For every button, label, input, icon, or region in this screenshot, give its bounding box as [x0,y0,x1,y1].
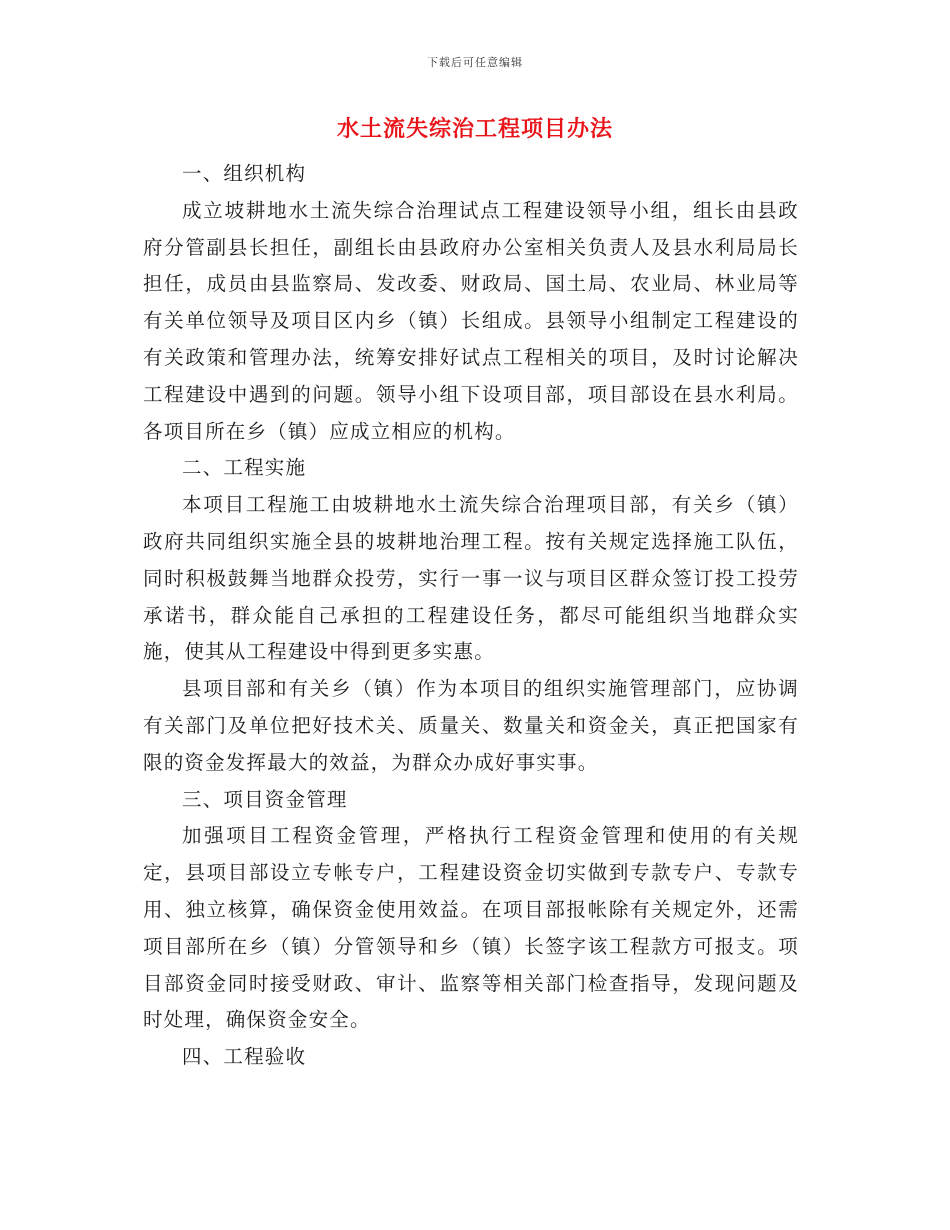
section-heading-organization: 一、组织机构 [182,162,307,185]
document-title: 水土流失综治工程项目办法 [336,116,613,142]
paragraph-organization: 成立坡耕地水土流失综合治理试点工程建设领导小组，组长由县政府分管副县长担任，副组长由县政府办公室相关负责人及县水利局局长担任，成员由县监察局、发改委、财政局、国土局、农业局、林业局等有关单位领导及项目区内乡（镇）长组成。县领导小组制定工程建设的有关政策和管理办法，统筹安排好试点工程相关的项目，及时讨论解决工程建设中遇到的问题。领导小组下设项目部，项目部设在县水利局。各项目所在乡（镇）应成立相应的机构。 [143,198,799,443]
paragraph-coordination: 县项目部和有关乡（镇）作为本项目的组织实施管理部门，应协调有关部门及单位把好技术关、质量关、数量关和资金关，真正把国家有限的资金发挥最大的效益，为群众办成好事实事。 [143,677,799,774]
section-heading-acceptance: 四、工程验收 [182,1045,307,1069]
download-note: 下载后可任意编辑 [427,56,523,69]
paragraph-implementation: 本项目工程施工由坡耕地水土流失综合治理项目部，有关乡（镇）政府共同组织实施全县的坡耕地治理工程。按有关规定选择施工队伍，同时积极鼓舞当地群众投劳，实行一事一议与项目区群众签订投工投劳承诺书，群众能自己承担的工程建设任务，都尽可能组织当地群众实施，使其从工程建设中得到更多实惠。 [143,493,799,664]
section-heading-funding: 三、项目资金管理 [182,787,348,811]
section-heading-implementation: 二、工程实施 [182,456,307,480]
document-body [143,156,799,1076]
paragraph-funding: 加强项目工程资金管理，严格执行工程资金管理和使用的有关规定，县项目部设立专帐专户，工程建设资金切实做到专款专户、专款专用、独立核算，确保资金使用效益。在项目部报帐除有关规定外，还需项目部所在乡（镇）分管领导和乡（镇）长签字该工程款方可报支。项目部资金同时接受财政、审计、监察等相关部门检查指导，发现问题及时处理，确保资金安全。 [143,824,799,1032]
